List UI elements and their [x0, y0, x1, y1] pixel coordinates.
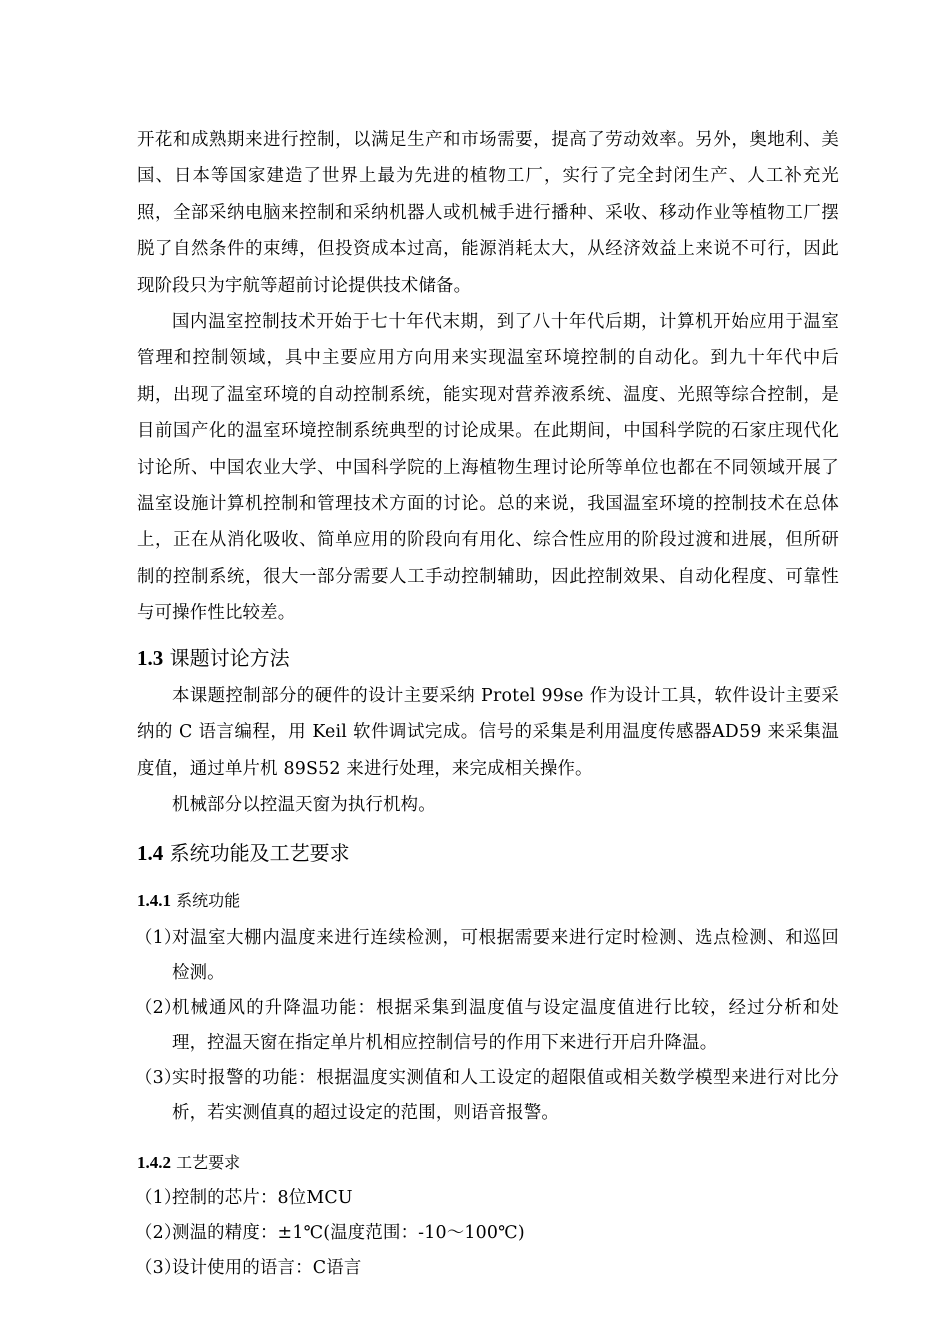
section-title: 系统功能及工艺要求 — [169, 841, 350, 866]
subsection-1-4-2-heading — [137, 1153, 839, 1173]
subsection-title: 系统功能 — [176, 891, 241, 911]
subsection-title: 工艺要求 — [176, 1153, 241, 1173]
list-marker: （3） — [135, 1258, 182, 1279]
subsection-number: 1.4.1 — [137, 891, 171, 911]
list-marker: （1） — [135, 1188, 182, 1209]
list-item — [137, 1061, 839, 1131]
intro-paragraph-1: 开花和成熟期来进行控制，以满足生产和市场需要，提高了劳动效率。另外，奥地利、美国、日本等国家建造了世界上最为先进的植物工厂，实行了完全封闭生产、人工补充光照，全部采纳电脑来控制和采纳机器人或机械手进行播种、采收、移动作业等植物工厂摆脱了自然条件的束缚，但投资成本过高，能源消耗太大，从经济效益上来说不可行，因此现阶段只为宇航等超前讨论提供技术储备。 — [137, 130, 839, 296]
section-1-3-heading — [137, 646, 839, 670]
section-1-3-paragraph-2: 机械部分以控温天窗为执行机构。 — [172, 794, 436, 815]
list-marker: （1） — [135, 928, 182, 949]
requirement-list — [137, 1181, 839, 1286]
section-1-4-heading — [137, 841, 839, 865]
list-item-text: 设计使用的语言：C语言 — [172, 1258, 362, 1279]
section-number: 1.3 — [137, 645, 164, 670]
list-item — [137, 991, 839, 1061]
section-1-3-paragraph-1: 本课题控制部分的硬件的设计主要采纳 Protel 99se 作为设计工具，软件设计主要采纳的 C 语言编程，用 Keil 软件调试完成。信号的采集是利用温度传感器AD59 来采集温度值，通过单片机 89S52 来进行处理，来完成相关操作。 — [137, 685, 839, 779]
list-item-text: 对温室大棚内温度来进行连续检测，可根据需要来进行定时检测、选点检测、和巡回检测。 — [172, 928, 839, 984]
subsection-number: 1.4.2 — [137, 1153, 171, 1173]
list-item-text: 机械通风的升降温功能：根据采集到温度值与设定温度值进行比较，经过分析和处理，控温天窗在指定单片机相应控制信号的作用下来进行开启升降温。 — [172, 998, 839, 1054]
intro-paragraph-2: 国内温室控制技术开始于七十年代末期，到了八十年代后期，计算机开始应用于温室管理和控制领域，具中主要应用方向用来实现温室环境控制的自动化。到九十年代中后期，出现了温室环境的自动控制系统，能实现对营养液系统、温度、光照等综合控制，是目前国产化的温室环境控制系统典型的讨论成果。在此期间，中国科学院的石家庄现代化讨论所、中国农业大学、中国科学院的上海植物生理讨论所等单位也都在不同领域开展了温室设施计算机控制和管理技术方面的讨论。总的来说，我国温室环境的控制技术在总体上，正在从消化吸收、简单应用的阶段向有用化、综合性应用的阶段过渡和进展，但所研制的控制系统，很大一部分需要人工手动控制辅助，因此控制效果、自动化程度、可靠性与可操作性比较差。 — [137, 312, 839, 624]
list-marker: （2） — [135, 998, 182, 1019]
page-content — [137, 122, 839, 1286]
section-title: 课题讨论方法 — [169, 645, 290, 670]
list-item — [137, 1181, 839, 1216]
list-marker: （3） — [135, 1068, 182, 1089]
subsection-1-4-1-heading — [137, 891, 839, 911]
list-item — [137, 1251, 839, 1286]
list-item — [137, 921, 839, 991]
section-number: 1.4 — [137, 841, 164, 866]
list-marker: （2） — [135, 1223, 182, 1244]
list-item — [137, 1216, 839, 1251]
list-item-text: 控制的芯片：8位MCU — [172, 1188, 353, 1209]
function-list — [137, 921, 839, 1131]
list-item-text: 测温的精度：±1℃(温度范围：-10～100℃) — [172, 1223, 525, 1244]
list-item-text: 实时报警的功能：根据温度实测值和人工设定的超限值或相关数学模型来进行对比分析，若实测值真的超过设定的范围，则语音报警。 — [172, 1068, 839, 1124]
